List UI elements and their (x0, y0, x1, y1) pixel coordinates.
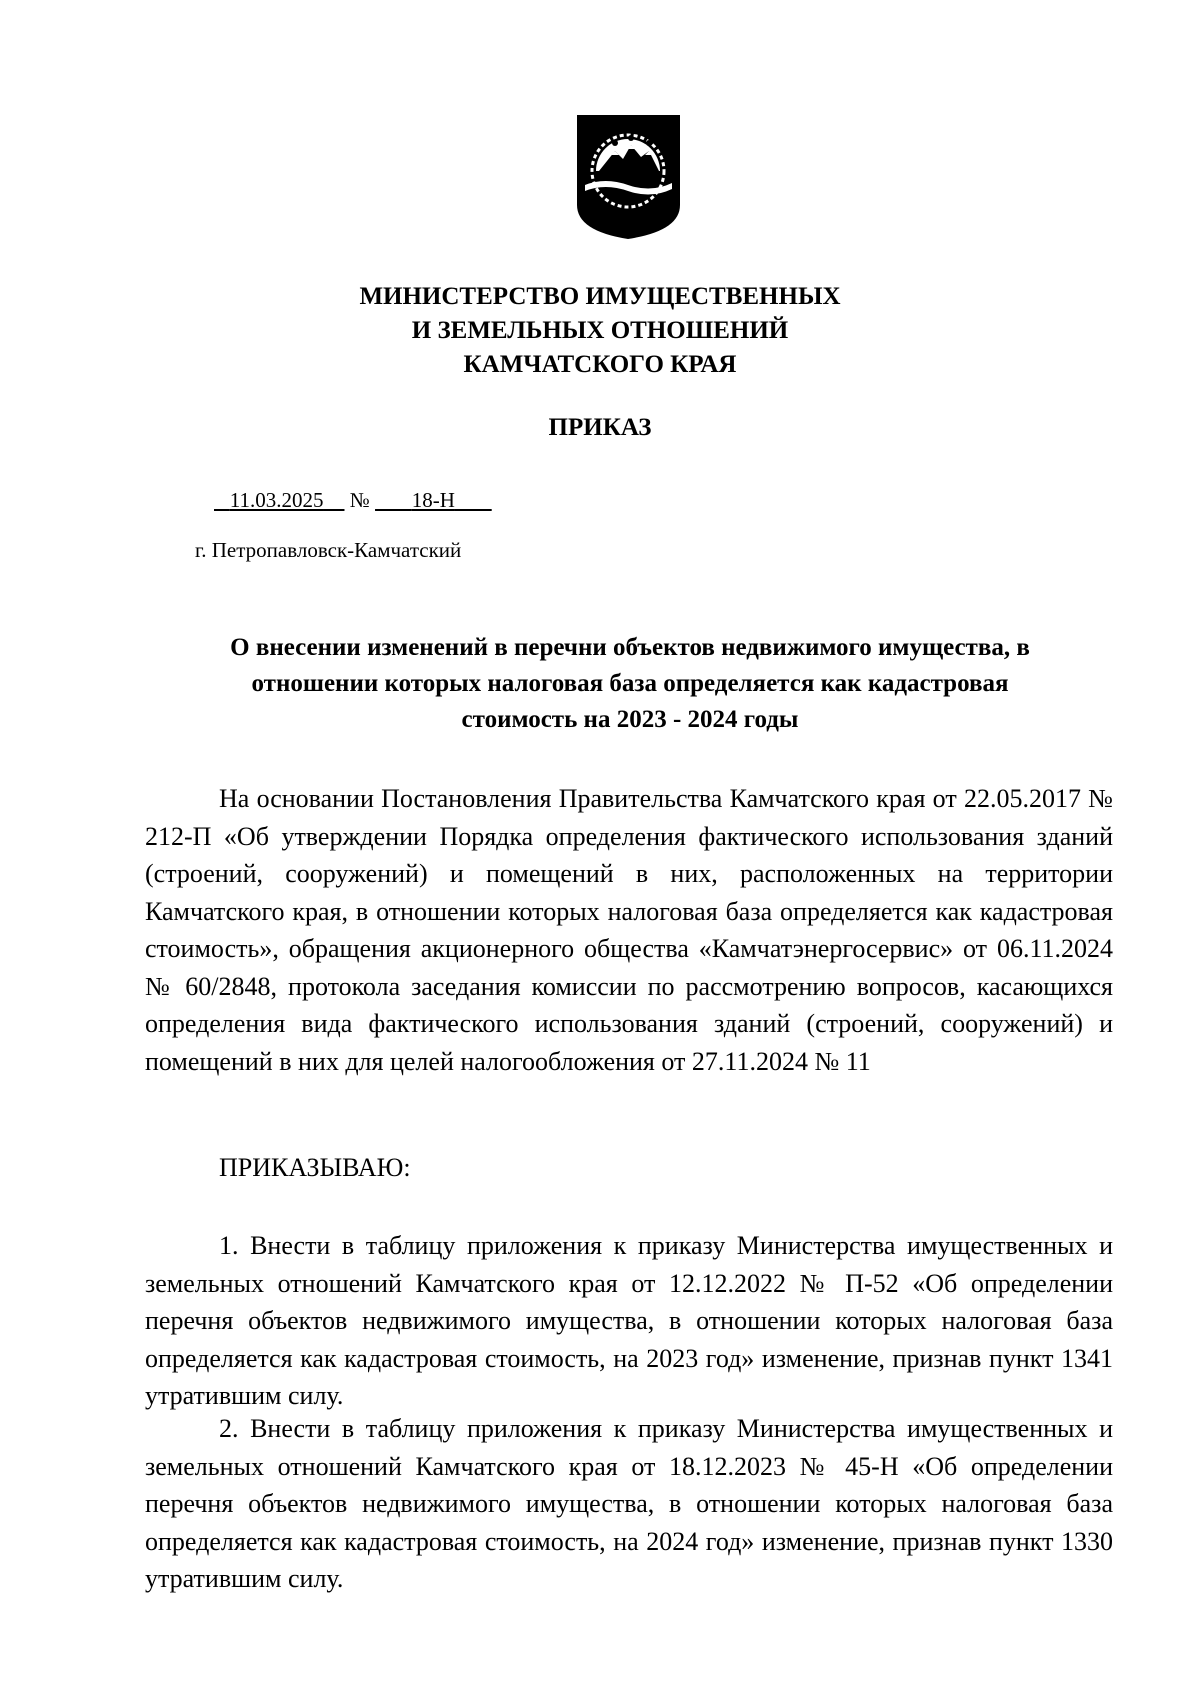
ministry-name-line3: КАМЧАТСКОГО КРАЯ (463, 351, 737, 378)
order-subject (150, 630, 1110, 738)
order-word: ПРИКАЗЫВАЮ: (219, 1153, 411, 1182)
subject-line1: О внесении изменений в перечни объектов недвижимого имущества, в (230, 634, 1030, 661)
subject-line3: стоимость на 2023 - 2024 годы (461, 706, 799, 733)
preamble-paragraph: На основании Постановления Правительства Камчатского края от 22.05.2017 № 212-П «Об утверждении Порядка определения фактического использования зданий (строений, сооружений) и помещений в них, расположенных на территории Камчатского края, в отношении которых налоговая база определяется как кадастровая стоимость», обращения акционерного общества «Камчатэнергосервис» от 06.11.2024 № 60/2848, протокола заседания комиссии по рассмотрению вопросов, касающихся определения вида фактического использования зданий (строений, сооружений) и помещений в них для целей налогообложения от 27.11.2024 № 11 (145, 784, 1113, 1076)
order-number: 18-Н (411, 488, 455, 512)
number-sign: № (349, 488, 370, 512)
order-item-2: 2. Внести в таблицу приложения к приказу Министерства имущественных и земельных отношений Камчатского края от 18.12.2023 № 45-Н «Об определении перечня объектов недвижимого имущества, в отношении которых налоговая база определяется как кадастровая стоимость, на 2024 год» изменение, признав пункт 1330 утратившим силу. (145, 1414, 1113, 1593)
kamchatka-coat-of-arms-icon (575, 113, 682, 241)
ministry-name-line1: МИНИСТЕРСТВО ИМУЩЕСТВЕННЫХ (359, 283, 841, 310)
subject-line2: отношении которых налоговая база определяется как кадастровая (251, 670, 1009, 697)
ministry-name (0, 280, 1200, 382)
order-date-number (214, 488, 492, 513)
city: г. Петропавловск-Камчатский (195, 538, 462, 562)
order-date: 11.03.2025 (229, 488, 324, 512)
ministry-name-line2: И ЗЕМЕЛЬНЫХ ОТНОШЕНИЙ (411, 317, 789, 344)
document-type: ПРИКАЗ (548, 414, 652, 441)
order-item-1: 1. Внести в таблицу приложения к приказу Министерства имущественных и земельных отношений Камчатского края от 12.12.2022 № П-52 «Об определении перечня объектов недвижимого имущества, в отношении которых налоговая база определяется как кадастровая стоимость, на 2023 год» изменение, признав пункт 1341 утратившим силу. (145, 1231, 1113, 1410)
